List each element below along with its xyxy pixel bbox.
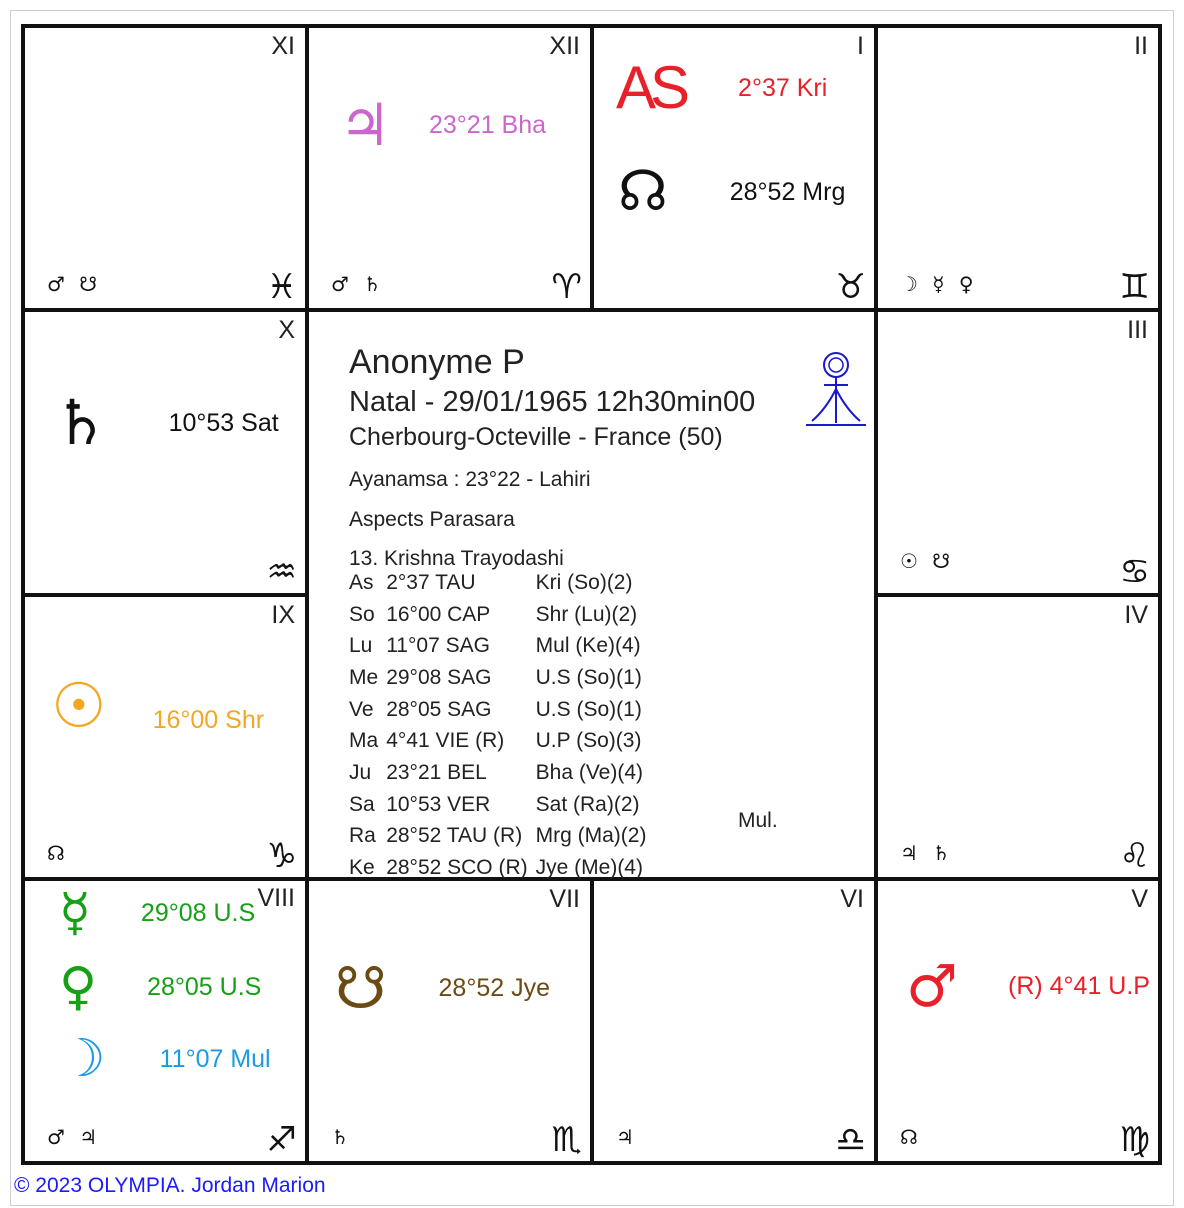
house-number: IX [271,601,295,629]
planet-longitude: 16°00 CAP [386,602,491,626]
planet-position: 10°53 Sat [168,408,279,437]
planet-position: 2°37 Kri [738,73,828,102]
aquarius-icon: ♒ [266,552,297,592]
planet-table [345,567,650,884]
virgo-icon: ♍ [1119,1120,1150,1160]
planet-nakshatra: Kri (So)(2) [535,570,633,594]
table-row [345,662,650,694]
planet-abbr: Ke [349,856,375,880]
house-9 [25,597,305,877]
taurus-icon: ♉ [835,267,866,307]
extra-note: Mul. [738,809,778,832]
jupiter-icon: ♃ [339,91,391,159]
sun-icon: ☉ [51,669,107,742]
planet-longitude: 10°53 VER [386,792,491,816]
planet-nakshatra: Jye (Me)(4) [535,856,643,880]
planet-longitude: 28°52 SCO (R) [386,856,528,880]
table-row [345,599,650,631]
house-number: II [1134,32,1148,60]
planet-abbr: Lu [349,634,373,658]
house-1 [594,28,874,308]
planet-nakshatra: Shr (Lu)(2) [535,602,638,626]
planet-position: 16°00 Shr [152,705,265,734]
planet-abbr: Me [349,665,379,689]
chart-event: Natal - 29/01/1965 12h30min00 [349,386,756,418]
mars-icon: ♂ [906,952,958,1020]
ascendant-icon: AS [616,54,685,121]
aspect-glyphs: ♂ ♄ [331,272,386,296]
planet-abbr: Ra [349,824,376,848]
house-number: VIII [257,884,295,912]
planet-position: 29°08 U.S [140,898,256,927]
planet-longitude: 28°52 TAU (R) [386,824,523,848]
planet-abbr: Ve [349,697,374,721]
house-8 [25,881,305,1161]
tithi-text: 13. Krishna Trayodashi [349,547,564,570]
planet-nakshatra: U.S (So)(1) [535,697,642,721]
table-row [345,821,650,853]
mercury-icon: ☿ [59,883,91,943]
house-number: IV [1124,601,1148,629]
house-number: I [857,32,864,60]
planet-position: 11°07 Mul [159,1044,271,1073]
planet-position: 28°52 Mrg [729,177,846,206]
planet-position: (R) 4°41 U.P [1008,971,1150,1000]
planet-rahu [618,159,846,224]
house-7 [309,881,590,1161]
house-number: VI [840,885,864,913]
scorpio-icon: ♏ [551,1120,582,1160]
planet-longitude: 23°21 BEL [386,760,487,784]
planet-position: 28°05 U.S [147,972,262,1001]
house-number: XI [271,32,295,60]
planet-jupiter [339,91,547,159]
planet-nakshatra: Bha (Ve)(4) [535,760,644,784]
aspect-glyphs: ♃ [616,1125,638,1149]
saturn-icon: ♄ [53,386,109,459]
house-3 [878,312,1158,593]
house-10 [25,312,305,593]
planet-longitude: 11°07 SAG [386,634,490,658]
planet-nakshatra: U.P (So)(3) [535,729,642,753]
house-5 [878,881,1158,1161]
planet-nakshatra: Sat (Ra)(2) [535,792,640,816]
venus-icon: ♀ [59,957,98,1017]
table-row [345,757,650,789]
table-row [345,567,650,599]
copyright-footer: © 2023 OLYMPIA. Jordan Marion [14,1174,326,1197]
aspect-glyphs: ☊ [900,1125,922,1149]
south-indian-chart [21,24,1162,1165]
chart-place: Cherbourg-Octeville - France (50) [349,423,723,451]
planet-longitude: 28°05 SAG [386,697,492,721]
aspects-system-text: Aspects Parasara [349,508,515,531]
planet-ketu [335,954,550,1022]
planet-mars [906,952,1150,1020]
aspect-glyphs: ♂ ☋ [47,272,102,296]
planet-moon [59,1029,271,1089]
leo-icon: ♌ [1119,836,1150,876]
house-number: X [278,316,295,344]
libra-icon: ♎ [835,1120,866,1160]
planet-ascendant [616,54,828,121]
planet-mercury [59,883,256,943]
planet-position: 23°21 Bha [429,110,547,139]
planet-nakshatra: Mrg (Ma)(2) [535,824,647,848]
house-number: III [1127,316,1148,344]
aspect-glyphs: ♄ [331,1125,353,1149]
table-row [345,789,650,821]
chart-info-panel [330,331,871,880]
planet-abbr: Ju [349,760,372,784]
chart-name: Anonyme P [349,343,525,381]
planet-venus [59,957,262,1017]
planet-nakshatra: Mul (Ke)(4) [535,634,641,658]
sagittarius-icon: ♐ [266,1120,297,1160]
aspect-glyphs: ☽ ☿ ♀ [900,272,978,296]
planet-abbr: So [349,602,375,626]
aspect-glyphs: ☊ [47,841,69,865]
planet-abbr: Ma [349,729,379,753]
table-row [345,630,650,662]
planet-abbr: As [349,570,374,594]
planet-longitude: 2°37 TAU [386,570,476,594]
planet-sun [51,669,265,742]
planet-abbr: Sa [349,792,375,816]
planet-saturn [53,386,279,459]
table-row [345,694,650,726]
house-6 [594,881,874,1161]
gemini-icon: ♊ [1119,267,1150,307]
pisces-icon: ♓ [266,267,297,307]
house-12 [309,28,590,308]
capricorn-icon: ♑ [266,836,297,876]
ayanamsa-text: Ayanamsa : 23°22 - Lahiri [349,468,591,491]
symbol-icon [804,349,868,431]
ketu-icon: ☋ [335,954,387,1022]
planet-nakshatra: U.S (So)(1) [535,665,642,689]
planet-longitude: 29°08 SAG [386,665,492,689]
rahu-icon: ☊ [618,159,668,224]
aspect-glyphs: ♃ ♄ [900,841,955,865]
aries-icon: ♈ [551,267,582,307]
planet-position: 28°52 Jye [438,973,550,1002]
house-number: XII [549,32,580,60]
table-row [345,852,650,884]
house-2 [878,28,1158,308]
table-row [345,725,650,757]
moon-icon: ☽ [59,1029,106,1089]
planet-longitude: 4°41 VIE (R) [386,729,505,753]
cancer-icon: ♋ [1119,552,1150,592]
aspect-glyphs: ♂ ♃ [47,1125,102,1149]
house-11 [25,28,305,308]
house-4 [878,597,1158,877]
house-number: V [1131,885,1148,913]
aspect-glyphs: ☉ ☋ [900,549,955,573]
house-number: VII [549,885,580,913]
